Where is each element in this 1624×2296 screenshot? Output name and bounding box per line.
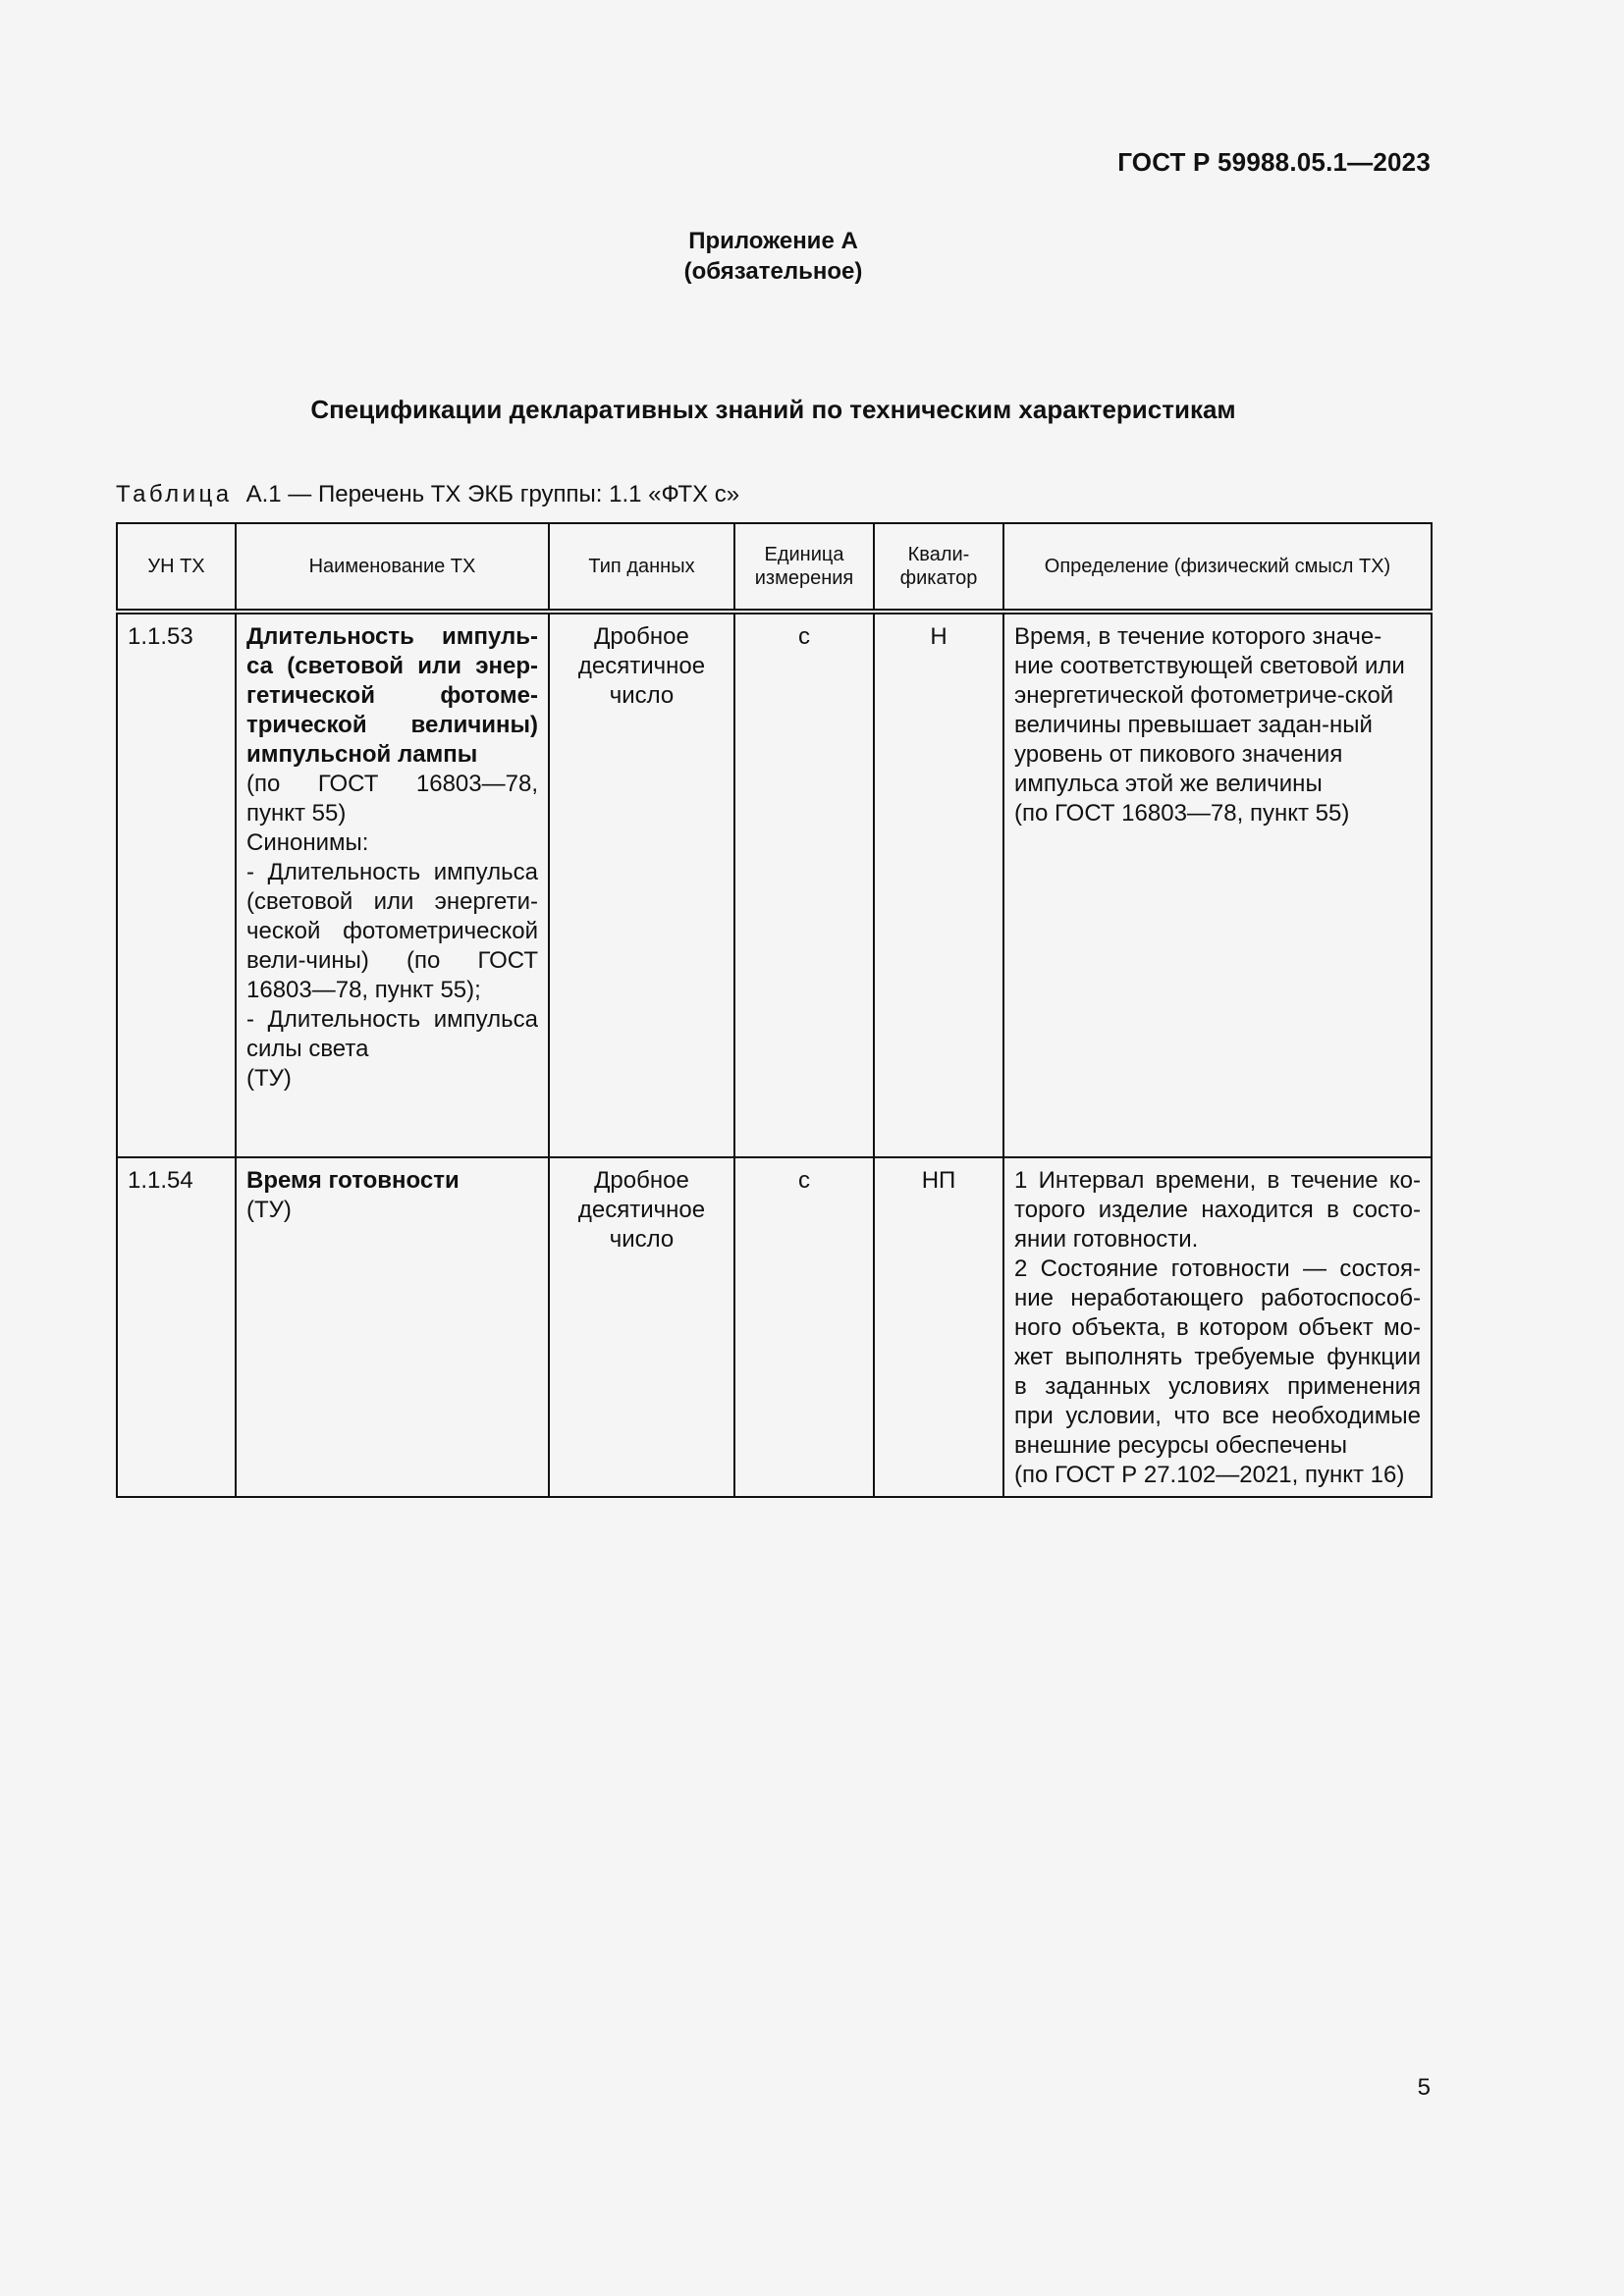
row-qualifier: НП — [874, 1157, 1003, 1497]
appendix-heading — [0, 226, 1546, 287]
appendix-status: (обязательное) — [683, 258, 863, 285]
row-unit: с — [734, 612, 874, 1157]
row-qualifier: Н — [874, 612, 1003, 1157]
column-header-qualifier: Квали-фикатор — [874, 523, 1003, 612]
table-caption-text: А.1 — Перечень ТХ ЭКБ группы: 1.1 «ФТХ с» — [245, 481, 740, 507]
table-header-row — [117, 523, 1432, 612]
column-header-definition: Определение (физический смысл ТХ) — [1003, 523, 1432, 612]
row-synonym-reference: (ТУ) — [246, 1065, 292, 1092]
row-definition — [1003, 1157, 1432, 1497]
document-code: ГОСТ Р 59988.05.1—2023 — [1117, 147, 1431, 177]
spec-table — [116, 522, 1433, 1498]
row-definition-text: 1 Интервал времени, в течение ко-торого изделие находится в состо-янии готовности. — [1014, 1167, 1421, 1253]
column-header-data-type: Тип данных — [549, 523, 734, 612]
row-name — [236, 612, 549, 1157]
row-id: 1.1.53 — [117, 612, 236, 1157]
column-header-unit: Единица измерения — [734, 523, 874, 612]
appendix-title: Приложение А — [688, 228, 858, 254]
row-synonym: - Длительность импульса (световой или энергети-ческой фотометрической вели-чины) (по ГОСТ 16803—78, пункт 55); — [246, 859, 538, 1003]
table-caption — [116, 481, 739, 508]
row-name-bold: Длительность импуль-са (световой или энер-гетической фотоме-трической величины) импульсной лампы — [246, 623, 538, 768]
row-unit: с — [734, 1157, 874, 1497]
row-data-type: Дробное десятичное число — [549, 612, 734, 1157]
row-name-reference: (по ГОСТ 16803—78, пункт 55) — [246, 771, 538, 827]
row-synonyms-label: Синонимы: — [246, 829, 369, 856]
row-name-reference: (ТУ) — [246, 1197, 292, 1223]
table-caption-prefix: Таблица — [116, 481, 233, 507]
section-title: Спецификации декларативных знаний по техническим характеристикам — [310, 395, 1236, 424]
column-header-name: Наименование ТХ — [236, 523, 549, 612]
row-definition-text: 2 Состояние готовности — состоя-ние неработающего работоспособ-ного объекта, в котором объект мо-жет выполнять требуемые функции в заданных условиях применения при условии, что все необходимые внешние ресурсы обеспечены — [1014, 1255, 1421, 1459]
row-name — [236, 1157, 549, 1497]
row-id: 1.1.54 — [117, 1157, 236, 1497]
row-data-type: Дробное десятичное число — [549, 1157, 734, 1497]
column-header-id: УН ТХ — [117, 523, 236, 612]
row-definition-reference: (по ГОСТ Р 27.102—2021, пункт 16) — [1014, 1462, 1405, 1488]
row-definition — [1003, 612, 1432, 1157]
row-definition-reference: (по ГОСТ 16803—78, пункт 55) — [1014, 800, 1350, 827]
page-number: 5 — [1417, 2074, 1431, 2101]
row-definition-text: Время, в течение которого значе-ние соответствующей световой или энергетической фотометриче-ской величины превышает задан-ный уровень от пикового значения импульса этой же величины — [1014, 623, 1405, 797]
row-synonym: - Длительность импульса силы света — [246, 1006, 538, 1062]
table-row — [117, 612, 1432, 1157]
table-row — [117, 1157, 1432, 1497]
row-name-bold: Время готовности — [246, 1167, 460, 1194]
